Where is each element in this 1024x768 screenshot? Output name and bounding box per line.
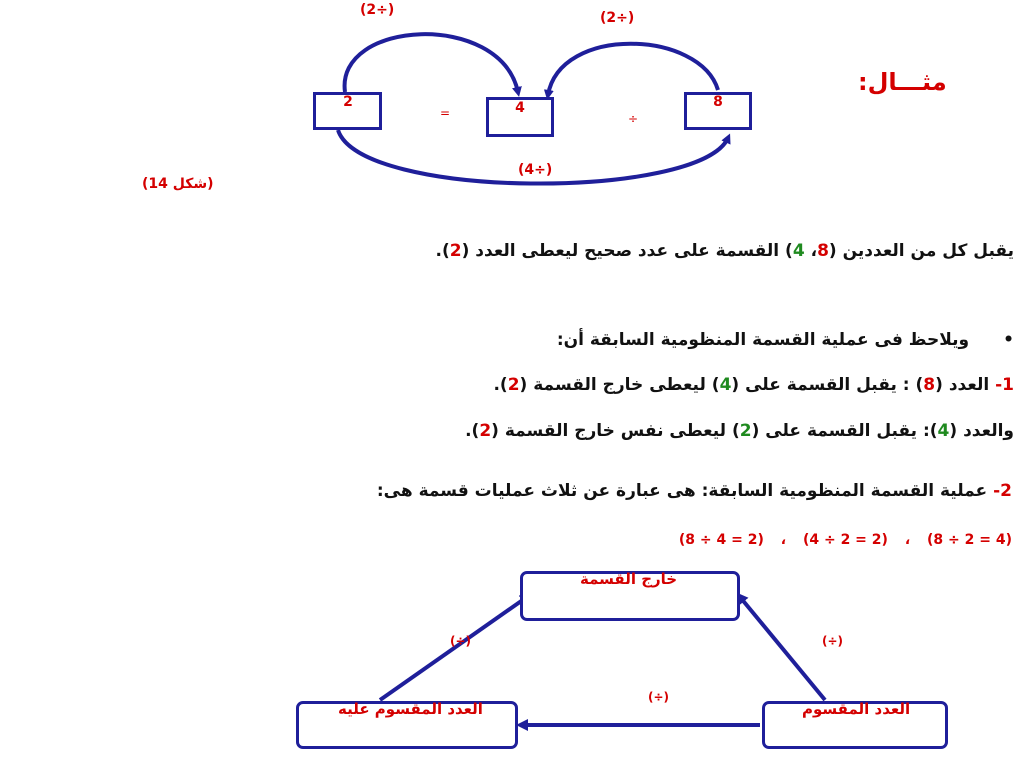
op-bottom: (÷) (648, 690, 670, 704)
arc-label-right: (2÷) (600, 10, 635, 26)
box-8-value: 8 (713, 94, 723, 110)
box-2-value: 2 (343, 94, 353, 110)
point-2: 2- عملية القسمة المنظومية السابقة: هى عبارة عن ثلاث عمليات قسمة هى: (376, 481, 1012, 501)
operation-1: (8 ÷ 2 = 4) (927, 532, 1012, 548)
bullet-glyph: • (1003, 330, 1014, 350)
arc-label-bottom: (4÷) (518, 162, 553, 178)
op-left: (÷) (450, 634, 472, 648)
figure-caption: (شكل 14) (142, 176, 214, 192)
point-1: 1- العدد (8) : يقبل القسمة على (4) ليعطى خارج القسمة (2). (493, 375, 1014, 395)
operation-3: (8 ÷ 4 = 2) (678, 532, 764, 548)
sentence-1: يقبل كل من العددين (8، 4) القسمة على عدد صحيح ليعطى العدد (2). (435, 241, 1014, 261)
arc-label-left: (2÷) (360, 2, 395, 18)
arc-left-top (345, 34, 518, 92)
operation-2: (4 ÷ 2 = 2) (802, 532, 888, 548)
operations-line: (8 ÷ 4 = 2) ، (4 ÷ 2 = 2) ، (8 ÷ 2 = 4) (678, 532, 1012, 548)
equals-sign: = (440, 106, 451, 120)
arc-right-top (548, 44, 718, 95)
arrow-left (380, 597, 527, 700)
box-4-value: 4 (515, 100, 525, 116)
bullet-line: •ويلاحظ فى عملية القسمة المنظومية السابقة أن: (556, 330, 1014, 350)
example-title: مثـــال: (858, 68, 947, 96)
point-1b: والعدد (4): يقبل القسمة على (2) ليعطى نفس خارج القسمة (2). (465, 421, 1014, 441)
dividend-label: العدد المقسوم (802, 700, 911, 718)
quotient-label: خارج القسمة (580, 570, 678, 588)
divide-sign: ÷ (628, 112, 639, 126)
arrow-right (740, 597, 825, 700)
divisor-label: العدد المقسوم عليه (338, 700, 483, 718)
op-right: (÷) (822, 634, 844, 648)
